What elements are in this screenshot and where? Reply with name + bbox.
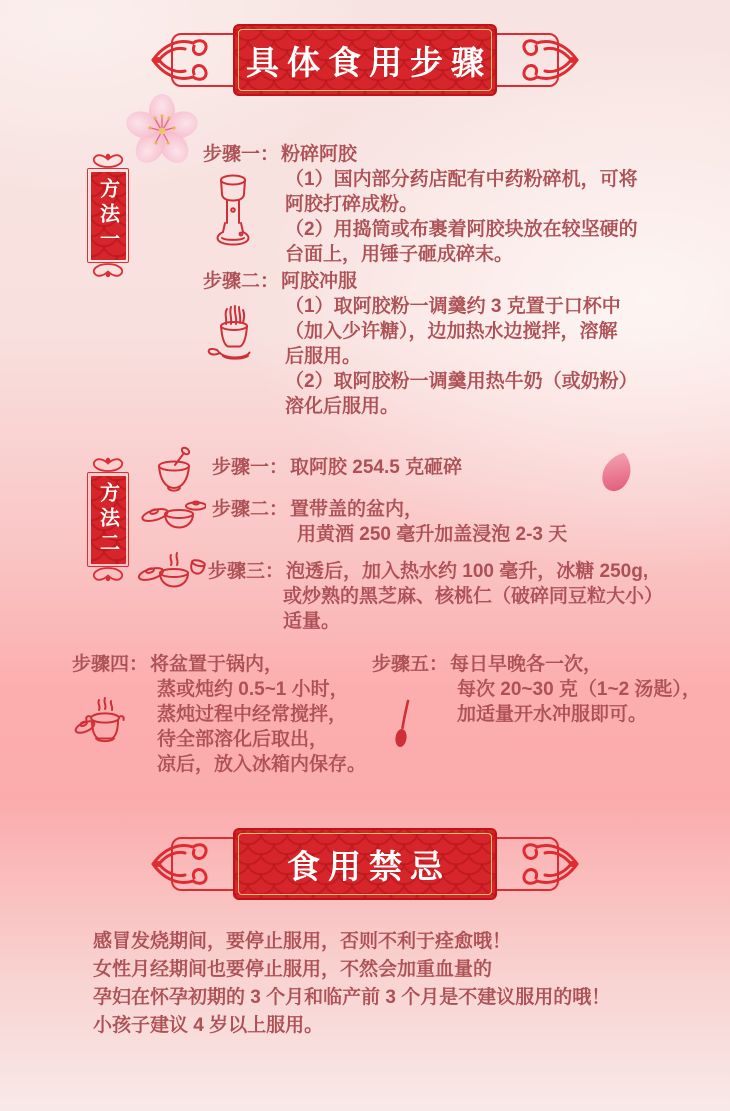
- text-line: 感冒发烧期间，要停止服用，否则不利于痊愈哦！: [93, 931, 512, 952]
- title-plate: [233, 24, 497, 96]
- method1-step1-text: [285, 167, 638, 267]
- spoon-icon: [392, 698, 414, 750]
- step-label: 步骤五：: [372, 654, 449, 675]
- taboo-title-banner: [145, 826, 585, 902]
- step-label: 步骤二：: [212, 499, 289, 520]
- method-banner-frame: [87, 472, 129, 567]
- method2-step3-more: [283, 584, 663, 634]
- text-line: 蒸炖过程中经常搅拌，: [157, 704, 348, 725]
- text-line: 凉后，放入冰箱内保存。: [157, 754, 367, 775]
- method1-step2-heading: [203, 269, 357, 294]
- scroll-top-ornament-icon: [85, 456, 131, 472]
- text-line: 小孩子建议 4 岁以上服用。: [93, 1015, 324, 1036]
- text-line: 蒸或炖约 0.5~1 小时，: [157, 679, 349, 700]
- steaming-bowl-icon: [135, 548, 209, 592]
- step-label: 步骤三：: [208, 561, 285, 582]
- step-text: 将盆置于锅内，: [150, 654, 284, 675]
- method1-step1-heading: [203, 142, 357, 167]
- method-banner-frame: [87, 168, 129, 263]
- text-line: 溶化后服用。: [285, 396, 400, 417]
- step-label: 步骤二：: [203, 271, 280, 292]
- scroll-flourish-icon: [493, 834, 585, 894]
- step-text: 置带盖的盆内，: [290, 499, 424, 520]
- taboo-text: [93, 928, 610, 1040]
- method1-step2-text: [285, 294, 638, 419]
- text-line: 孕妇在怀孕初期的 3 个月和临产前 3 个月是不建议服用的哦！: [93, 987, 611, 1008]
- text-line: （1）取阿胶粉一调羹约 3 克置于口杯中: [285, 296, 621, 317]
- method1-banner: [84, 152, 132, 279]
- step-label: 步骤一：: [203, 144, 280, 165]
- step-text: 每日早晚各一次，: [450, 654, 603, 675]
- step-title: 粉碎阿胶: [281, 144, 358, 165]
- section-title: 食用禁忌: [287, 847, 451, 885]
- text-line: 阿胶打碎成粉。: [285, 194, 419, 215]
- scroll-flourish-icon: [493, 30, 585, 90]
- step-label: 步骤一：: [212, 457, 289, 478]
- text-line: 台面上，用锤子砸成碎末。: [285, 244, 514, 265]
- method2-step3: [208, 559, 648, 584]
- text-line: 每次 20~30 克（1~2 汤匙），: [457, 679, 701, 700]
- method2-step1: [212, 455, 462, 480]
- method2-step2: [212, 497, 423, 522]
- scroll-flourish-icon: [145, 30, 237, 90]
- text-line: 适量。: [283, 611, 341, 632]
- text-line: （1）国内部分药店配有中药粉碎机，可将: [285, 169, 638, 190]
- step-label: 步骤四：: [72, 654, 149, 675]
- text-line: 女性月经期间也要停止服用，不然会加重血量的: [93, 959, 493, 980]
- text-line: （2）用捣筒或布裹着阿胶块放在较坚硬的: [285, 219, 638, 240]
- scroll-bottom-ornament-icon: [85, 263, 131, 279]
- method2-step4-more: [157, 677, 366, 777]
- method2-step2-line2: 用黄酒 250 毫升加盖浸泡 2-3 天: [297, 524, 568, 545]
- scroll-flourish-icon: [145, 834, 237, 894]
- text-line: 或炒熟的黑芝麻、核桃仁（破碎同豆粒大小）: [283, 586, 664, 607]
- petal-icon: [594, 446, 642, 505]
- step-text: 泡透后，加入热水约 100 毫升，冰糖 250g,: [286, 561, 649, 582]
- scroll-bottom-ornament-icon: [85, 567, 131, 583]
- text-line: （2）取阿胶粉一调羹用热牛奶（或奶粉）: [285, 371, 638, 392]
- method2-step4: [72, 652, 283, 677]
- steaming-pot-icon: [74, 696, 126, 746]
- mortar-pestle-icon: [150, 445, 198, 497]
- covered-bowl-icon: [138, 497, 206, 533]
- method2-banner: [84, 456, 132, 583]
- text-line: 后服用。: [285, 346, 362, 367]
- step-text: 取阿胶 254.5 克砸碎: [290, 457, 463, 478]
- scroll-top-ornament-icon: [85, 152, 131, 168]
- method1-label: 方法一: [96, 178, 119, 253]
- text-line: 待全部溶化后取出，: [157, 729, 329, 750]
- step-title: 阿胶冲服: [281, 271, 358, 292]
- steaming-teacup-icon: [205, 303, 261, 365]
- title-plate: [233, 828, 497, 900]
- method2-step5: [372, 652, 602, 677]
- method2-step5-more: [457, 677, 701, 727]
- steps-title-banner: [145, 22, 585, 98]
- section-title: 具体食用步骤: [246, 43, 492, 81]
- method2-label: 方法二: [96, 482, 119, 557]
- grinder-icon: [212, 170, 254, 248]
- text-line: 加适量开水冲服即可。: [457, 704, 648, 725]
- text-line: （加入少许糖），边加热水边搅拌，溶解: [285, 321, 618, 342]
